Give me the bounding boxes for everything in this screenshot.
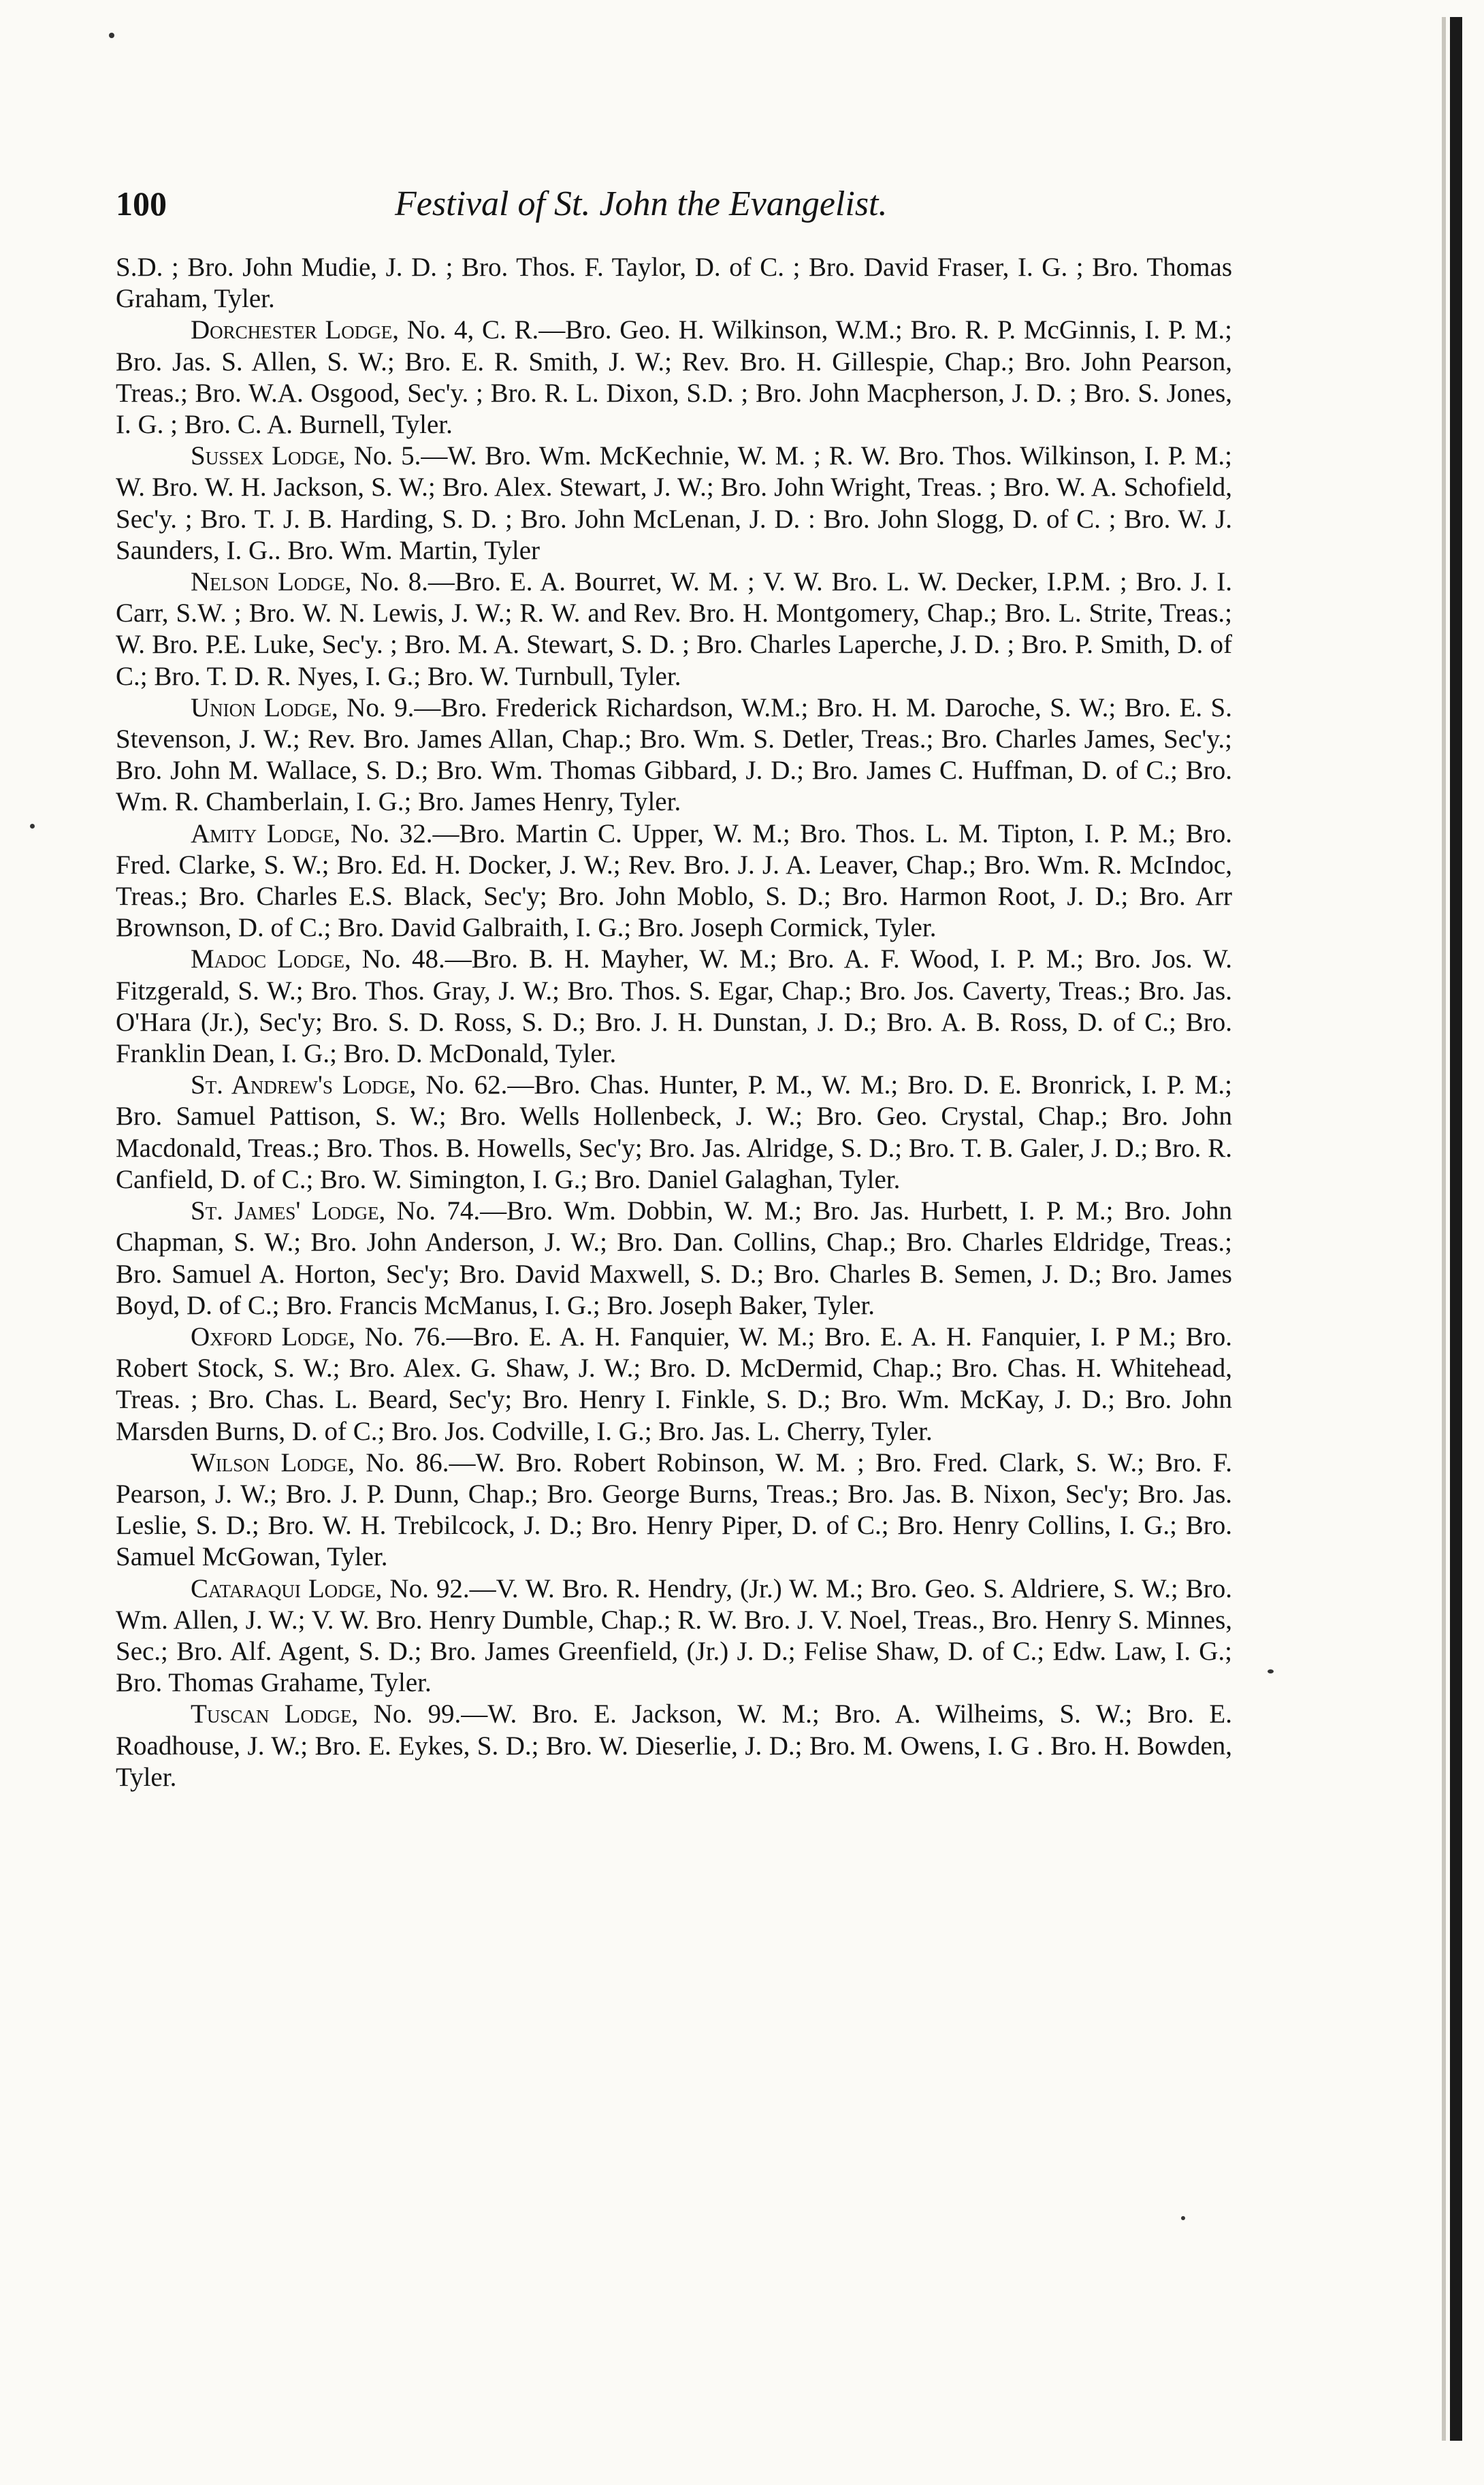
paragraph-text: No. 99.—W. Bro. E. Jackson, W. M.; Bro. A. Wilheims, S. W.; Bro. E. Roadhouse, J. W.; Bro. E. Eykes, S. D.; Bro. W. Dieserlie, J. D.; Bro. M. Owens, I. G . Bro. H. Bowden, Tyler. [116, 1699, 1232, 1792]
page-edge-shadow [1442, 17, 1446, 2441]
paragraph-st-james-lodge [116, 1196, 1232, 1321]
paragraph-text: No. 9.—Bro. Frederick Richardson, W.M.; Bro. H. M. Daroche, S. W.; Bro. E. S. Stevenson, J. W.; Rev. Bro. James Allan, Chap.; Bro. Wm. S. Detler, Treas.; Bro. Charles James, Sec'y.; Bro. John M. Wallace, S. D.; Bro. Wm. Thomas Gibbard, J. D.; Bro. James C. Huffman, D. of C.; Bro. Wm. R. Chamberlain, I. G.; Bro. James Henry, Tyler. [116, 692, 1232, 817]
paragraph-text: No. 8.—Bro. E. A. Bourret, W. M. ; V. W. Bro. L. W. Decker, I.P.M. ; Bro. J. I. Carr, S.W. ; Bro. W. N. Lewis, J. W.; R. W. and Rev. Bro. H. Montgomery, Chap.; Bro. L. Strite, Treas.; W. Bro. P.E. Luke, Sec'y. ; Bro. M. A. Stewart, S. D. ; Bro. Charles Laperche, J. D. ; Bro. P. Smith, D. of C.; Bro. T. D. R. Nyes, I. G.; Bro. W. Turnbull, Tyler. [116, 567, 1232, 691]
paragraph-wilson-lodge [116, 1447, 1232, 1573]
paragraph-tuscan-lodge [116, 1699, 1232, 1793]
page-header [116, 184, 1232, 245]
lodge-name: Amity Lodge, [191, 818, 341, 848]
lodge-name: Madoc Lodge, [191, 944, 351, 974]
paragraph-text: No. 74.—Bro. Wm. Dobbin, W. M.; Bro. Jas. Hurbett, I. P. M.; Bro. John Chapman, S. W.; Bro. John Anderson, J. W.; Bro. Dan. Collins, Chap.; Bro. Charles Eldridge, Treas.; Bro. Samuel A. Horton, Sec'y; Bro. David Maxwell, S. D.; Bro. Charles B. Semen, J. D.; Bro. James Boyd, D. of C.; Bro. Francis McManus, I. G.; Bro. Joseph Baker, Tyler. [116, 1196, 1232, 1320]
running-head: Festival of St. John the Evangelist. [395, 185, 888, 223]
paragraph-dorchester-lodge [116, 315, 1232, 440]
paragraph-amity-lodge [116, 818, 1232, 944]
paragraph-st-andrews-lodge [116, 1070, 1232, 1196]
paragraph-text: No. 5.—W. Bro. Wm. McKechnie, W. M. ; R. W. Bro. Thos. Wilkinson, I. P. M.; W. Bro. W. H. Jackson, S. W.; Bro. Alex. Stewart, J. W.; Bro. John Wright, Treas. ; Bro. W. A. Schofield, Sec'y. ; Bro. T. J. B. Harding, S. D. ; Bro. John McLenan, J. D. : Bro. John Slogg, D. of C. ; Bro. W. J. Saunders, I. G.. Bro. Wm. Martin, Tyler [116, 441, 1232, 565]
lodge-name: St. Andrew's Lodge, [191, 1070, 417, 1100]
paragraph-text: No. 48.—Bro. B. H. Mayher, W. M.; Bro. A. F. Wood, I. P. M.; Bro. Jos. W. Fitzgerald, S. W.; Bro. Thos. Gray, J. W.; Bro. Thos. S. Egar, Chap.; Bro. Jos. Caverty, Treas.; Bro. Jas. O'Hara (Jr.), Sec'y; Bro. S. D. Ross, S. D.; Bro. J. H. Dunstan, J. D.; Bro. A. B. Ross, D. of C.; Bro. Franklin Dean, I. G.; Bro. D. McDonald, Tyler. [116, 944, 1232, 1069]
binding-edge [1450, 17, 1462, 2441]
paragraph-text: No. 86.—W. Bro. Robert Robinson, W. M. ; Bro. Fred. Clark, S. W.; Bro. F. Pearson, J. W.; Bro. J. P. Dunn, Chap.; Bro. George Burns, Treas.; Bro. Jas. B. Nixon, Sec'y; Bro. Jas. Leslie, S. D.; Bro. W. H. Trebilcock, J. D.; Bro. Henry Piper, D. of C.; Bro. Henry Collins, I. G.; Bro. Samuel McGowan, Tyler. [116, 1447, 1232, 1572]
lodge-name: Nelson Lodge, [191, 567, 352, 597]
paragraph-text: No. 76.—Bro. E. A. H. Fanquier, W. M.; Bro. E. A. H. Fanquier, I. P M.; Bro. Robert Stock, S. W.; Bro. Alex. G. Shaw, J. W.; Bro. D. McDermid, Chap.; Bro. Chas. H. Whitehead, Treas. ; Bro. Chas. L. Beard, Sec'y; Bro. Henry I. Finkle, S. D.; Bro. Wm. McKay, J. D.; Bro. John Marsden Burns, D. of C.; Bro. Jos. Codville, I. G.; Bro. Jas. L. Cherry, Tyler. [116, 1321, 1233, 1446]
page-content [116, 184, 1232, 1793]
print-speck [1181, 2216, 1185, 2220]
paragraph-text: No. 4, C. R.—Bro. Geo. H. Wilkinson, W.M.; Bro. R. P. McGinnis, I. P. M.; Bro. Jas. S. Allen, S. W.; Bro. E. R. Smith, J. W.; Rev. Bro. H. Gillespie, Chap.; Bro. John Pearson, Treas.; Bro. W.A. Osgood, Sec'y. ; Bro. R. L. Dixon, S.D. ; Bro. John Macpherson, J. D. ; Bro. S. Jones, I. G. ; Bro. C. A. Burnell, Tyler. [116, 315, 1233, 440]
lodge-name: Tuscan Lodge, [191, 1699, 359, 1729]
print-speck [109, 33, 114, 38]
paragraph-cataraqui-lodge [116, 1573, 1232, 1699]
body-text [116, 252, 1232, 1793]
paragraph-text: S.D. ; Bro. John Mudie, J. D. ; Bro. Thos. F. Taylor, D. of C. ; Bro. David Fraser, I. G. ; Bro. Thomas Graham, Tyler. [116, 253, 1232, 314]
lodge-name: Oxford Lodge, [191, 1321, 356, 1351]
lodge-name: Wilson Lodge, [191, 1447, 355, 1477]
paragraph-text: No. 92.—V. W. Bro. R. Hendry, (Jr.) W. M.; Bro. Geo. S. Aldriere, S. W.; Bro. Wm. Allen, J. W.; V. W. Bro. Henry Dumble, Chap.; R. W. Bro. J. V. Noel, Treas., Bro. Henry S. Minnes, Sec.; Bro. Alf. Agent, S. D.; Bro. James Greenfield, (Jr.) J. D.; Felise Shaw, D. of C.; Edw. Law, I. G.; Bro. Thomas Grahame, Tyler. [116, 1573, 1233, 1698]
print-speck [30, 824, 35, 829]
print-speck [1268, 1669, 1274, 1673]
paragraph-text: No. 62.—Bro. Chas. Hunter, P. M., W. M.; Bro. D. E. Bronrick, I. P. M.; Bro. Samuel Pattison, S. W.; Bro. Wells Hollenbeck, J. W.; Bro. Geo. Crystal, Chap.; Bro. John Macdonald, Treas.; Bro. Thos. B. Howells, Sec'y; Bro. Jas. Alridge, S. D.; Bro. T. B. Galer, J. D.; Bro. R. Canfield, D. of C.; Bro. W. Simington, I. G.; Bro. Daniel Galaghan, Tyler. [116, 1070, 1232, 1194]
paragraph-union-lodge [116, 692, 1232, 818]
page-number: 100 [116, 185, 167, 223]
paragraph-text: No. 32.—Bro. Martin C. Upper, W. M.; Bro. Thos. L. M. Tipton, I. P. M.; Bro. Fred. Clarke, S. W.; Bro. Ed. H. Docker, J. W.; Rev. Bro. J. J. A. Leaver, Chap.; Bro. Wm. R. McIndoc, Treas.; Bro. Charles E.S. Black, Sec'y; Bro. John Moblo, S. D.; Bro. Harmon Root, J. D.; Bro. Arr Brownson, D. of C.; Bro. David Galbraith, I. G.; Bro. Joseph Cormick, Tyler. [116, 818, 1233, 943]
lodge-name: Dorchester Lodge, [191, 315, 400, 345]
paragraph-nelson-lodge [116, 566, 1232, 692]
paragraph-continuation [116, 252, 1232, 315]
paragraph-sussex-lodge [116, 440, 1232, 566]
lodge-name: St. James' Lodge, [191, 1196, 386, 1226]
lodge-name: Cataraqui Lodge, [191, 1573, 383, 1603]
lodge-name: Union Lodge, [191, 692, 338, 722]
paragraph-oxford-lodge [116, 1321, 1232, 1447]
paragraph-madoc-lodge [116, 944, 1232, 1070]
lodge-name: Sussex Lodge, [191, 441, 346, 471]
